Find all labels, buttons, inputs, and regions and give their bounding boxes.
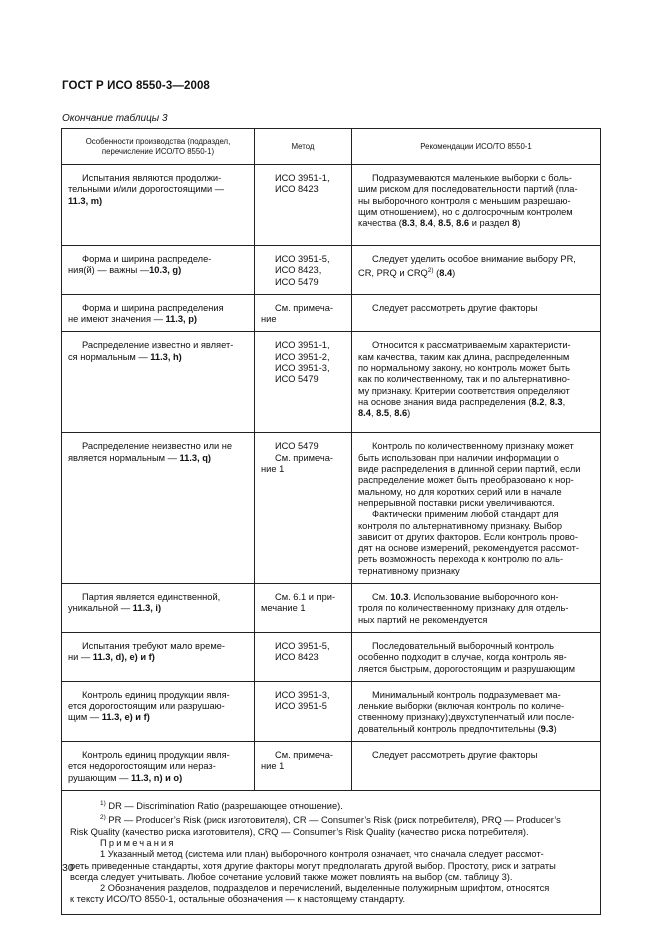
table-row [62, 332, 601, 433]
table-row [62, 294, 601, 332]
note-1-line-2: реть приведенные стандарты, хотя другие факторы могут предполагать другой выбор. Простоту, риск и затраты [70, 860, 556, 871]
method-cell: ИСО 3951-1, ИСО 3951-2, ИСО 3951-3, ИСО 5479 [255, 332, 352, 433]
column-header-features: Особенности производства (подраздел, перечисление ИСО/ТО 8550-1) [62, 129, 255, 165]
recommendation-cell: Относится к рассматриваемым характеристи- кам качества, таким как длина, распределенным по нормальному закону, но контроль может быть как по количественному, так и по альтернативно- му признаку. Критерии соответствия определяют на основе знания вида распределения (8.2, 8.3, 8.4, 8.5, 8.6) [352, 332, 601, 433]
recommendation-cell: Подразумеваются маленькие выборки с боль- шим риском для последовательности партий (пла- ны выборочного контроля с меньшим разрешаю- щим отношением), но с долгосрочным контролем качества (8.3, 8.4, 8.5, 8.6 и раздел 8) [352, 165, 601, 246]
method-cell: ИСО 3951-3, ИСО 3951-5 [255, 681, 352, 741]
note-1: 1 Указанный метод (система или план) выборочного контроля означает, что сначала следует рассмот- [100, 849, 544, 860]
footnote-2-continued: Risk Quality (качество риска изготовителя), CRQ — Consumer’s Risk Quality (качество риска потребителя). [70, 826, 529, 837]
note-2-line-2: к тексту ИСО/ТО 8550-1, остальные обозначения — к настоящему стандарту. [70, 894, 406, 905]
feature-cell: Контроль единиц продукции явля- ется дорогостоящим или разрушаю- щим — 11.3, e) и f) [62, 681, 255, 741]
feature-cell: Партия является единственной, уникальной — 11.3, i) [62, 584, 255, 633]
recommendation-cell: Следует рассмотреть другие факторы [352, 294, 601, 332]
note-1-line-3: всегда следует учитывать. Любое сочетание условий также может повлиять на выбор (см. таблицу 3). [70, 871, 513, 882]
table-row [62, 632, 601, 681]
method-cell: ИСО 5479 См. примеча- ние 1 [255, 433, 352, 584]
feature-cell: Контроль единиц продукции явля- ется недорогостоящим или нераз- рушающим — 11.3, n) и o) [62, 742, 255, 791]
footnote-1: $^{1)}$ DR — Discrimination Ratio (разрешающее отношение). [100, 799, 343, 811]
recommendation-cell: Следует уделить особое внимание выбору PR, CR, PRQ и CRQ$^{2)}$ (8.4) [352, 246, 601, 295]
document-title: ГОСТ Р ИСО 8550-3—2008 [62, 80, 210, 92]
table-row [62, 433, 601, 584]
feature-cell: Форма и ширина распределе- ния(й) — важны —10.3, g) [62, 246, 255, 295]
table-row [62, 742, 601, 791]
recommendation-cell: Следует рассмотреть другие факторы [352, 742, 601, 791]
method-cell: См. примеча- ние 1 [255, 742, 352, 791]
recommendation-cell: Минимальный контроль подразумевает ма- ленькие выборки (включая контроль по количе- ственному признаку);двухступенчатый или после- довательный контроль предпочтительны (9.3) [352, 681, 601, 741]
feature-cell: Форма и ширина распределения не имеют значения — 11.3, p) [62, 294, 255, 332]
recommendation-cell: Последовательный выборочный контроль особенно подходит в случае, когда контроль яв- ляется быстрым, дорогостоящим и разрушающим [352, 632, 601, 681]
table-header-row [62, 129, 601, 165]
feature-cell: Испытания являются продолжи- тельными и/или дорогостоящими — 11.3, m) [62, 165, 255, 246]
table-row [62, 246, 601, 295]
method-cell: ИСО 3951-5, ИСО 8423 [255, 632, 352, 681]
table-row [62, 165, 601, 246]
feature-cell: Испытания требуют мало време- ни — 11.3, d), e) и f) [62, 632, 255, 681]
recommendations-table [61, 128, 601, 915]
feature-cell: Распределение известно и являет- ся нормальным — 11.3, h) [62, 332, 255, 433]
notes-row [62, 790, 601, 914]
method-cell: ИСО 3951-5, ИСО 8423, ИСО 5479 [255, 246, 352, 295]
method-cell: См. 6.1 и при- мечание 1 [255, 584, 352, 633]
method-cell: ИСО 3951-1, ИСО 8423 [255, 165, 352, 246]
table-row [62, 584, 601, 633]
feature-cell: Распределение неизвестно или не является нормальным — 11.3, q) [62, 433, 255, 584]
column-header-method: Метод [255, 129, 352, 165]
table-caption: Окончание таблицы 3 [62, 113, 168, 124]
footnote-2: $^{2)}$ PR — Producer’s Risk (риск изготовителя), CR — Consumer’s Risk (риск потребителя), PRQ — Producer’s [100, 814, 561, 826]
note-2: 2 Обозначения разделов, подразделов и перечислений, выделенные полужирным шрифтом, относятся [100, 883, 550, 894]
table-row [62, 681, 601, 741]
column-header-recommendations: Рекомендации ИСО/ТО 8550-1 [352, 129, 601, 165]
recommendation-cell: Контроль по количественному признаку может быть использован при наличии информации о виде распределения в длинной серии партий, если распределение может быть преобразовано к нор- мальному, но для коротких серий или в начале непрерывной поставки риски увеличиваются. Фактически применим любой стандарт для контроля по альтернативному признаку. Выбор зависит от других факторов. Если контроль прово- дят на основе измерений, рекомендуется рассмот- реть возможность перехода к контролю по аль- тернативному признаку [352, 433, 601, 584]
page-number: 30 [62, 862, 74, 874]
notes-heading: Примечания [100, 837, 176, 848]
recommendation-cell: См. 10.3. Использование выборочного кон- троля по количественному признаку для отдель- ных партий не рекомендуется [352, 584, 601, 633]
method-cell: См. примеча- ние [255, 294, 352, 332]
notes-cell [62, 790, 601, 914]
